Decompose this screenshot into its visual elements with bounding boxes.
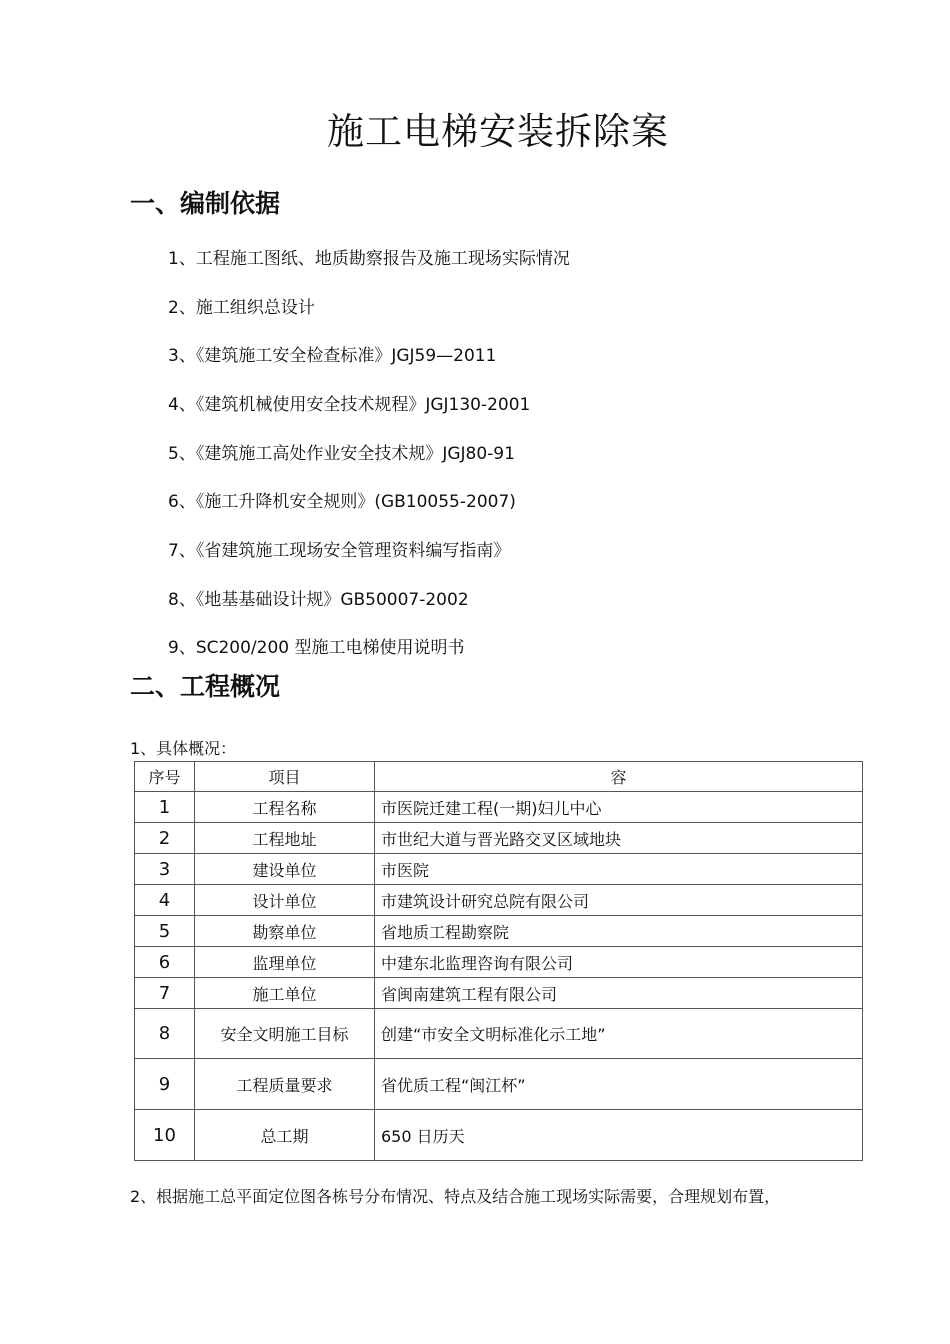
project-overview-table [134,761,863,1161]
basis-item-1: 1、工程施工图纸、地质勘察报告及施工现场实际情况 [168,249,570,269]
basis-item-3: 3、《建筑施工安全检查标准》JGJ59—2011 [168,346,497,366]
row-number: 6 [135,947,195,978]
row-number: 8 [135,1009,195,1059]
column-header-content: 容 [375,762,863,792]
table-row [135,823,863,854]
column-header-no: 序号 [135,762,195,792]
row-content: 市医院 [375,854,863,885]
row-item: 设计单位 [195,885,375,916]
row-number: 10 [135,1110,195,1161]
row-content: 省闽南建筑工程有限公司 [375,978,863,1009]
table-row [135,792,863,823]
basis-item-7: 7、《省建筑施工现场安全管理资料编写指南》 [168,541,511,561]
row-number: 4 [135,885,195,916]
row-number: 5 [135,916,195,947]
basis-item-8: 8、《地基基础设计规》GB50007-2002 [168,590,469,610]
row-item: 建设单位 [195,854,375,885]
row-content: 市医院迁建工程(一期)妇儿中心 [375,792,863,823]
section-heading-overview: 二、工程概况 [130,672,281,701]
row-number: 9 [135,1059,195,1110]
table-row [135,1110,863,1161]
row-content: 省地质工程勘察院 [375,916,863,947]
row-item: 工程名称 [195,792,375,823]
basis-item-9: 9、SC200/200 型施工电梯使用说明书 [168,638,465,658]
table-row [135,1059,863,1110]
layout-paragraph: 2、根据施工总平面定位图各栋号分布情况、特点及结合施工现场实际需要，合理规划布置， [130,1187,781,1206]
row-item: 总工期 [195,1110,375,1161]
table-header-row [135,762,863,792]
table-row [135,1009,863,1059]
document-title: 施工电梯安装拆除案 [327,110,669,153]
row-content: 省优质工程“闽江杯” [375,1059,863,1110]
row-number: 1 [135,792,195,823]
table-row [135,885,863,916]
section-heading-basis: 一、编制依据 [130,189,281,218]
overview-subheading: 1、具体概况： [130,739,237,758]
row-content: 中建东北监理咨询有限公司 [375,947,863,978]
basis-item-4: 4、《建筑机械使用安全技术规程》JGJ130-2001 [168,395,531,415]
row-number: 7 [135,978,195,1009]
row-content: 市世纪大道与晋光路交叉区域地块 [375,823,863,854]
row-content: 650 日历天 [375,1110,863,1161]
row-number: 2 [135,823,195,854]
row-number: 3 [135,854,195,885]
row-item: 监理单位 [195,947,375,978]
row-item: 施工单位 [195,978,375,1009]
row-item: 安全文明施工目标 [195,1009,375,1059]
table-row [135,854,863,885]
row-item: 勘察单位 [195,916,375,947]
column-header-item: 项目 [195,762,375,792]
row-content: 市建筑设计研究总院有限公司 [375,885,863,916]
table-row [135,916,863,947]
row-content: 创建“市安全文明标准化示工地” [375,1009,863,1059]
row-item: 工程地址 [195,823,375,854]
table-row [135,947,863,978]
basis-item-2: 2、施工组织总设计 [168,298,315,318]
table-row [135,978,863,1009]
basis-item-5: 5、《建筑施工高处作业安全技术规》JGJ80-91 [168,444,515,464]
row-item: 工程质量要求 [195,1059,375,1110]
basis-item-6: 6、《施工升降机安全规则》(GB10055-2007) [168,492,516,512]
